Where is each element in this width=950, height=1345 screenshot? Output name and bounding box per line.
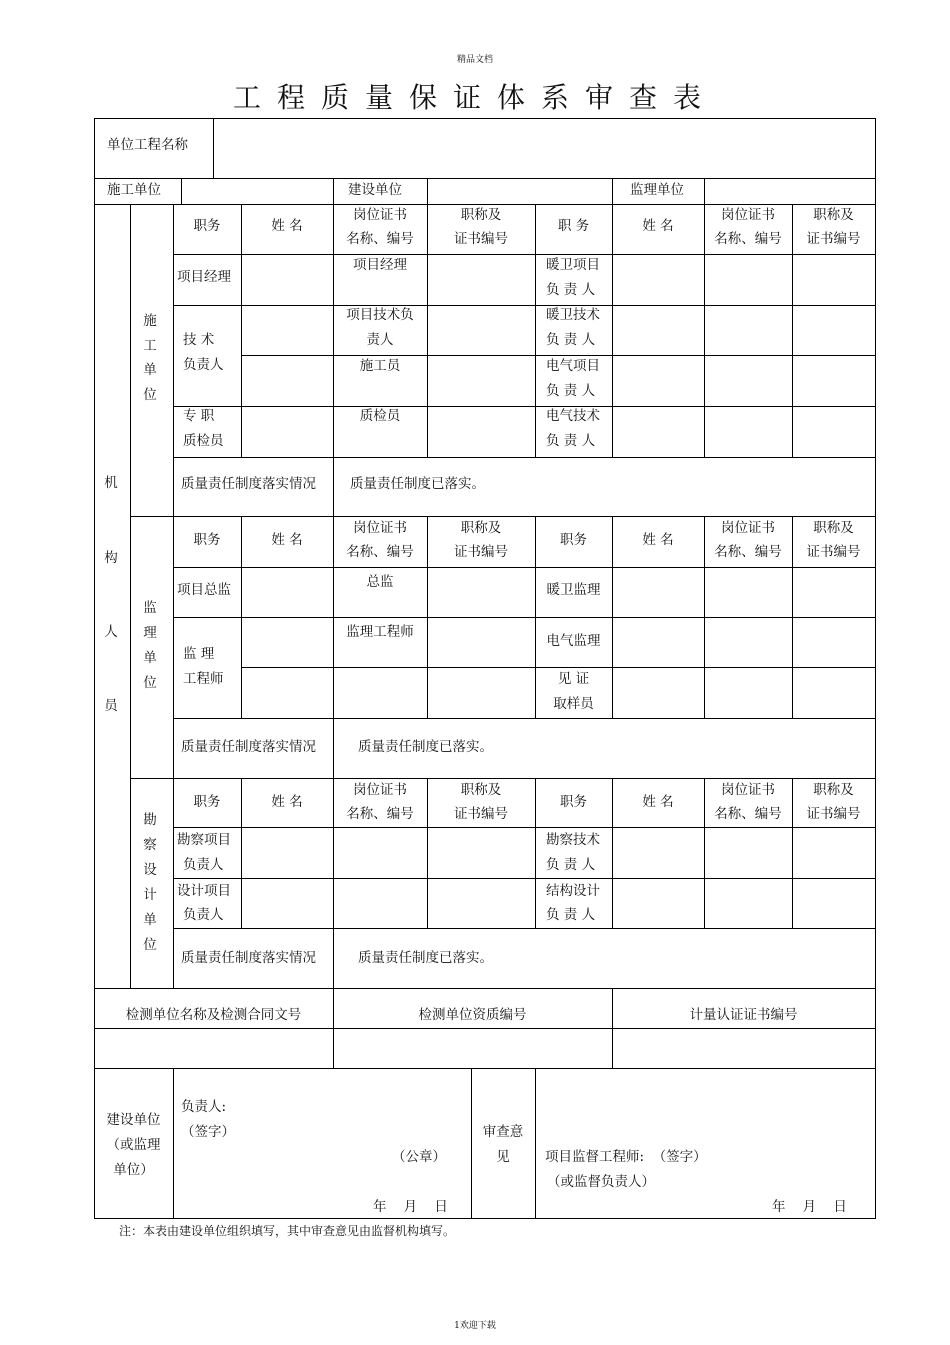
review-engineer: 项目监督工程师: （签字） [545, 1149, 707, 1165]
review-date: 年 月 日 [772, 1199, 847, 1215]
owner-person-label: 负责人: [181, 1099, 227, 1115]
project-name-label: 单位工程名称 [107, 137, 188, 153]
owner-unit-label: 建设单位 [348, 182, 402, 198]
test-qual-label: 检测单位资质编号 [418, 1007, 527, 1023]
owner-date: 年 月 日 [373, 1199, 448, 1215]
owner-seal: （公章） [392, 1149, 446, 1165]
construction-unit-label: 施工单位 [107, 182, 161, 198]
metrology-label: 计量认证证书编号 [689, 1007, 798, 1023]
review-or-person: （或监督负责人） [547, 1174, 655, 1190]
test-unit-label: 检测单位名称及检测合同文号 [125, 1007, 302, 1023]
page-title: 工程质量保证体系审查表 [232, 81, 717, 114]
page-footer: 1欢迎下载 [454, 1321, 496, 1331]
header-note: 精品文档 [456, 55, 493, 65]
footnote: 注：本表由建设单位组织填写，其中审查意见由监督机构填写。 [119, 1224, 456, 1238]
owner-signature: （签字） [181, 1124, 235, 1140]
supervision-unit-label: 监理单位 [630, 182, 684, 198]
